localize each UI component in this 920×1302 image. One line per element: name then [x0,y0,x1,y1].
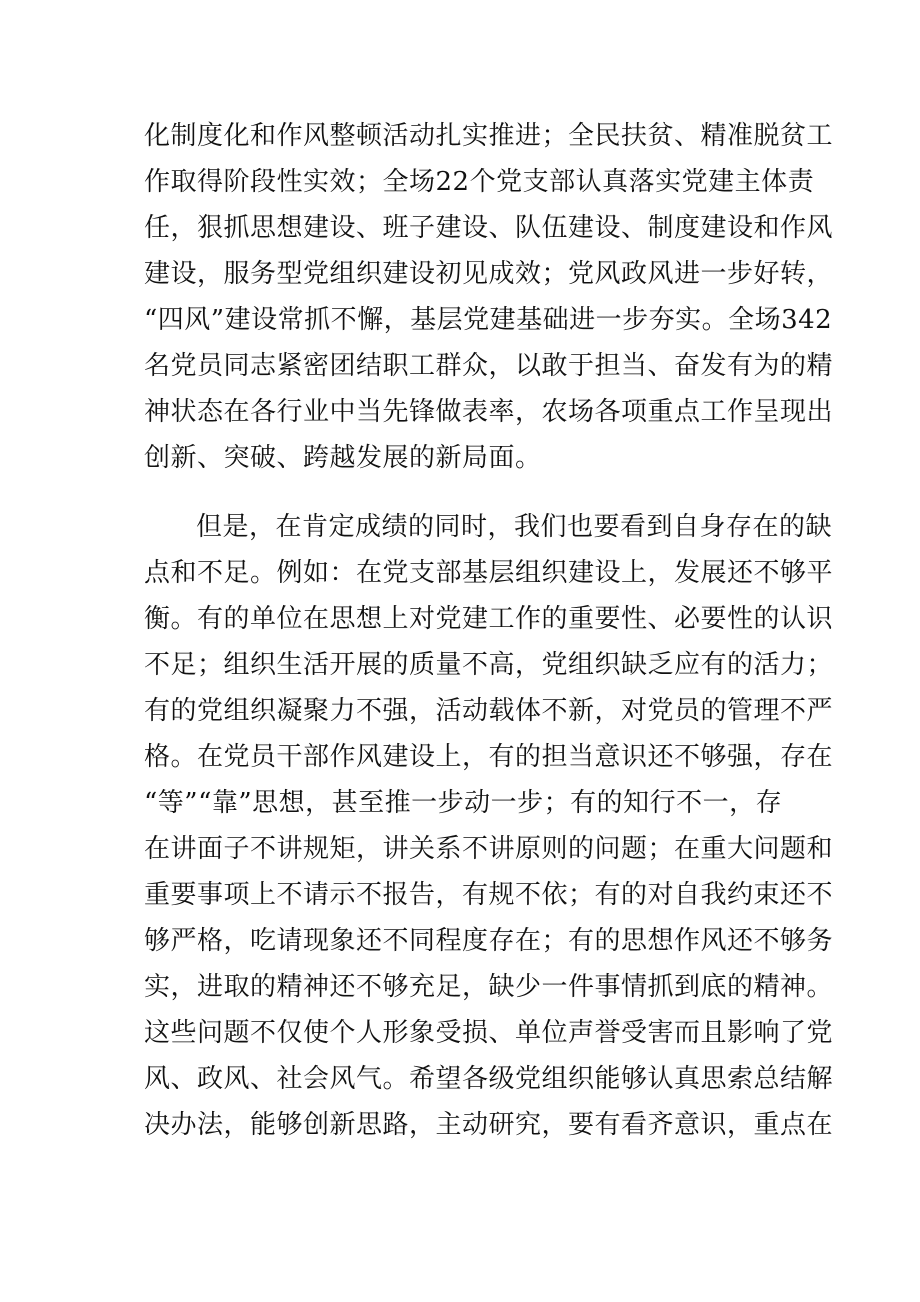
text-line: 重要事项上不请示不报告，有规不依；有的对自我约束还不 [144,880,834,910]
text-line: 任，狠抓思想建设、班子建设、队伍建设、制度建设和作风 [144,213,834,243]
text-line: 衡。有的单位在思想上对党建工作的重要性、必要性的认识 [144,604,834,634]
text-line: 风、政风、社会风气。希望各级党组织能够认真思索总结解 [144,1064,834,1094]
text-line: 实，进取的精神还不够充足，缺少一件事情抓到底的精神。 [144,972,834,1002]
text-line: 名党员同志紧密团结职工群众，以敢于担当、奋发有为的精 [144,351,834,381]
text-line: 建设，服务型党组织建设初见成效；党风政风进一步好转， [144,259,834,289]
text-line: 在讲面子不讲规矩，讲关系不讲原则的问题；在重大问题和 [144,834,834,864]
text-line: 创新、突破、跨越发展的新局面。 [144,443,542,473]
paragraph-first-line: 但是，在肯定成绩的同时，我们也要看到自身存在的缺 [196,512,833,542]
text-line: 点和不足。例如：在党支部基层组织建设上，发展还不够平 [144,558,834,588]
text-line: 神状态在各行业中当先锋做表率，农场各项重点工作呈现出 [144,397,834,427]
text-line: 够严格，吃请现象还不同程度存在；有的思想作风还不够务 [144,926,834,956]
text-line: 格。在党员干部作风建设上，有的担当意识还不够强，存在 [144,742,834,772]
text-line: “四风”建设常抓不懈，基层党建基础进一步夯实。全场342 [144,305,833,335]
text-line: 决办法，能够创新思路，主动研究，要有看齐意识，重点在 [144,1110,834,1140]
text-line: 化制度化和作风整顿活动扎实推进；全民扶贫、精准脱贫工 [144,121,834,151]
text-line: 有的党组织凝聚力不强，活动载体不新，对党员的管理不严 [144,696,834,726]
text-line: 不足；组织生活开展的质量不高，党组织缺乏应有的活力； [144,650,834,680]
text-line: “等”“靠”思想，甚至推一步动一步；有的知行不一，存 [144,788,783,818]
text-line: 这些问题不仅使个人形象受损、单位声誉受害而且影响了党 [144,1018,834,1048]
text-line: 作取得阶段性实效；全场22个党支部认真落实党建主体责 [144,167,815,197]
